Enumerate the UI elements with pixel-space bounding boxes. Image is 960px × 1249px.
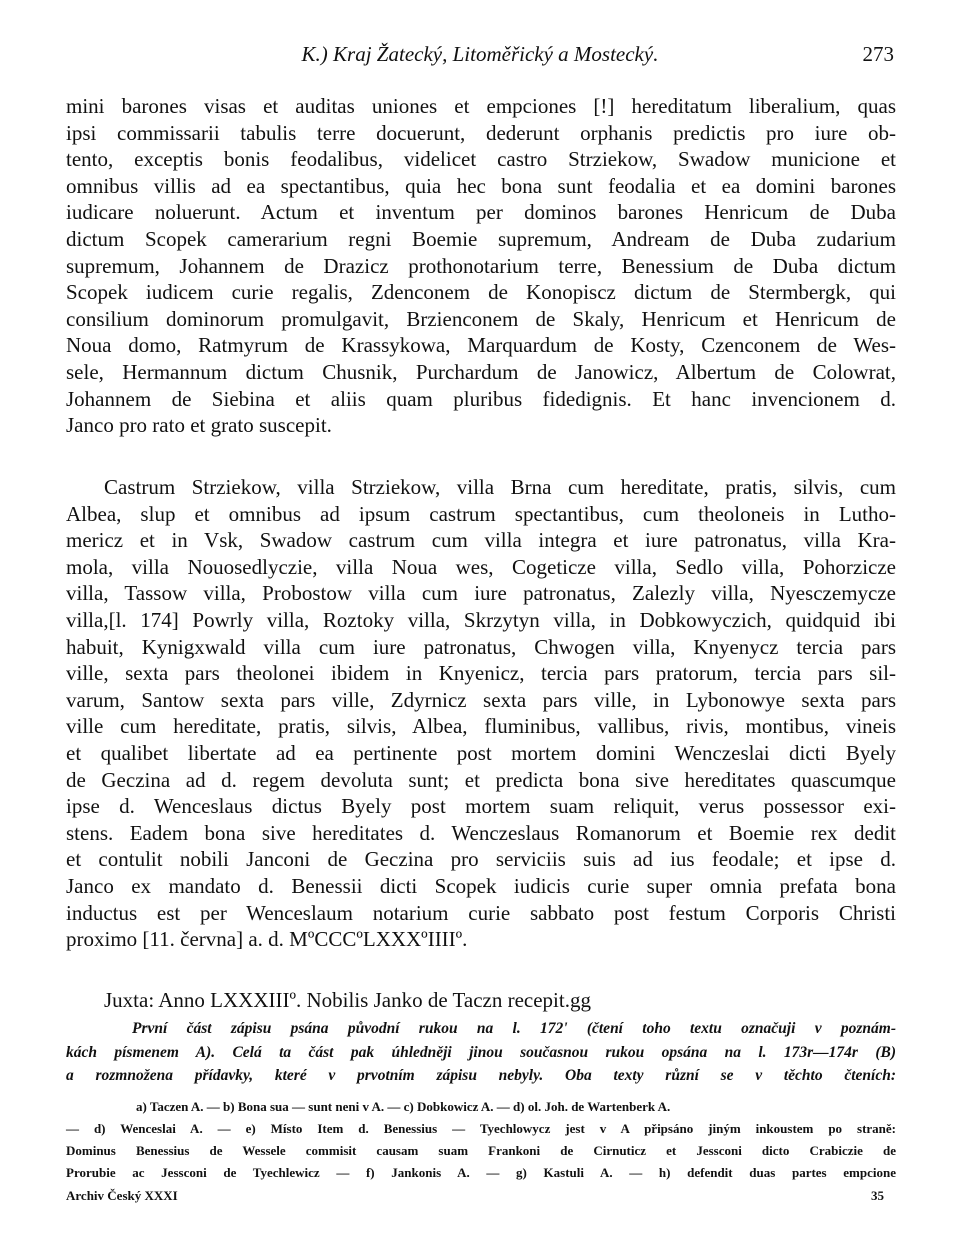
footnotes xyxy=(66,1096,896,1184)
note-line: První část zápisu psána původní rukou na l. 172' (čtení toho textu označuji v poznám- xyxy=(132,1020,896,1037)
text-line: ipse d. Wenceslaus dictus Byely post mortem suam reliquit, verus possessor exi- xyxy=(66,794,896,819)
text-line: Johannem de Siebina et aliis quam pluribus fidedignis. Et hanc invencionem d. xyxy=(66,386,896,411)
running-header xyxy=(0,42,960,72)
text-line: Janco ex mandato d. Benessii dicti Scopek iudicis curie super omnia prefata bona xyxy=(66,873,896,898)
text-line: et qualibet libertate ad ea pertinente post mortem domini Wenczeslai dicti Byely xyxy=(66,740,896,765)
text-line: ville, sexta pars theolonei ibidem in Knyenicz, tercia pars pratorum, tercia pars sil- xyxy=(66,661,896,686)
note-line: kách písmenem A). Celá ta část pak úhledněji jinou současnou rukou opsána na l. 173r—174r (B) xyxy=(66,1043,896,1061)
running-title: K.) Kraj Žatecký, Litoměřický a Mostecký. xyxy=(301,42,659,66)
text-line: tento, exceptis bonis feodalibus, videlicet castro Strziekow, Swadow municione et xyxy=(66,147,896,172)
text-line: ville cum hereditate, pratis, silvis, Albea, fluminibus, vallibus, rivis, montibus, vineis xyxy=(66,714,896,739)
text-line: omnibus villis ad ea spectantibus, quia hec bona sunt feodalia et ea domini barones xyxy=(66,173,896,198)
page-number: 273 xyxy=(862,42,894,66)
footnote-line: Prorubie ac Jessconi de Tyechlewicz — f) Jankonis A. — g) Kastuli A. — h) defendit duas partes empcione xyxy=(66,1165,896,1180)
text-line: ipsi commissarii tabulis terre docuerunt, dederunt orphanis predictis pro iure ob- xyxy=(66,120,896,145)
text-line: Scopek iudicem curie regalis, Zdenconem de Konopiscz dictum de Stermbergk, qui xyxy=(66,280,896,305)
note-line: a rozmnožena přídavky, které v prvotním zápisu nebyly. Oba texty různí se v těchto čteních: xyxy=(66,1067,896,1085)
footnote-line: a) Taczen A. — b) Bona sua — sunt neni v A. — c) Dobkowicz A. — d) ol. Joh. de Wartenberk A. xyxy=(136,1099,671,1114)
signature-line xyxy=(66,1188,896,1210)
text-line: dictum Scopek camerarium regni Boemie supremum, Andream de Duba zudarium xyxy=(66,226,896,251)
text-line: iudicare noluerunt. Actum et inventum per dominos barones Henricum de Duba xyxy=(66,200,896,225)
text-line: Albea, slup et omnibus ad ipsum castrum spectantibus, cum theoloneis in Lutho- xyxy=(66,501,896,526)
text-line: supremum, Johannem de Drazicz prothonotarium terre, Benessium de Duba dictum xyxy=(66,253,896,278)
paragraph-2 xyxy=(66,474,896,953)
signature-number: 35 xyxy=(871,1188,884,1203)
text-line: Noua domo, Ratmyrum de Krassykowa, Marquardum de Kosty, Czenconem de Wes- xyxy=(66,333,896,358)
signature-mark: Archiv Český XXXI xyxy=(66,1188,178,1203)
text-line: villa, Tassow villa, Probostow villa cum iure patronatus, Zalezly villa, Nyesczemycze xyxy=(66,581,896,606)
text-line: mini barones visas et auditas uniones et empciones [!] hereditatum liberalium, quas xyxy=(66,94,896,118)
paragraph-1 xyxy=(66,93,896,439)
text-line: varum, Santow sexta pars ville, Zdyrnicz sexta pars ville, in Lybonowye sexta pars xyxy=(66,687,896,712)
text-line: Janco pro rato et grato suscepit. xyxy=(66,413,332,438)
footnote-line: — d) Wenceslai A. — e) Místo Item d. Benessius — Tyechlowycz jest v A připsáno jiným inkoustem po straně: xyxy=(66,1121,896,1136)
text-line: sele, Hermannum dictum Chusnik, Purchardum de Janowicz, Albertum de Colowrat, xyxy=(66,359,896,384)
juxta-line: Juxta: Anno LXXXIIIº. Nobilis Janko de Taczn recepit.gg xyxy=(104,988,591,1012)
juxta-note xyxy=(66,987,896,1014)
text-line: et contulit nobili Janconi de Geczina pro serviciis suis ad ius feodale; et ipse d. xyxy=(66,847,896,872)
text-line: de Geczina ad d. regem devoluta sunt; et predicta bona sive hereditates quascumque xyxy=(66,767,896,792)
text-line: habuit, Kynigxwald villa cum iure patronatus, Chwogen villa, Knyenycz tercia pars xyxy=(66,634,896,659)
text-line: proximo [11. června] a. d. MºCCCºLXXXºIIIIº. xyxy=(66,927,468,952)
text-line: mericz et in Vsk, Swadow castrum cum villa integra et iure patronatus, villa Kra- xyxy=(66,528,896,553)
text-line: consilium dominorum promulgavit, Brzienconem de Skaly, Henricum et Henricum de xyxy=(66,306,896,331)
footnote-line: Dominus Benessius de Wessele commisit causam suam Frankoni de Cirnuticz et Jessconi dicto Crabiczie de xyxy=(66,1143,896,1158)
text-line: mola, villa Nouosedlyczie, villa Noua wes, Cogeticze villa, Sedlo villa, Pohorzicze xyxy=(66,554,896,579)
editorial-note xyxy=(66,1017,896,1088)
text-line: Castrum Strziekow, villa Strziekow, villa Brna cum hereditate, pratis, silvis, cum xyxy=(104,475,896,499)
text-line: stens. Eadem bona sive hereditates d. Wenczeslaus Romanorum et Boemie rex dedit xyxy=(66,820,896,845)
text-line: inductus est per Wenceslaum notarium curie sabbato post festum Corporis Christi xyxy=(66,900,896,925)
text-line: villa,[l. 174] Powrly villa, Roztoky villa, Skrzytyn villa, in Dobkowyczich, quidquid ibi xyxy=(66,607,896,632)
